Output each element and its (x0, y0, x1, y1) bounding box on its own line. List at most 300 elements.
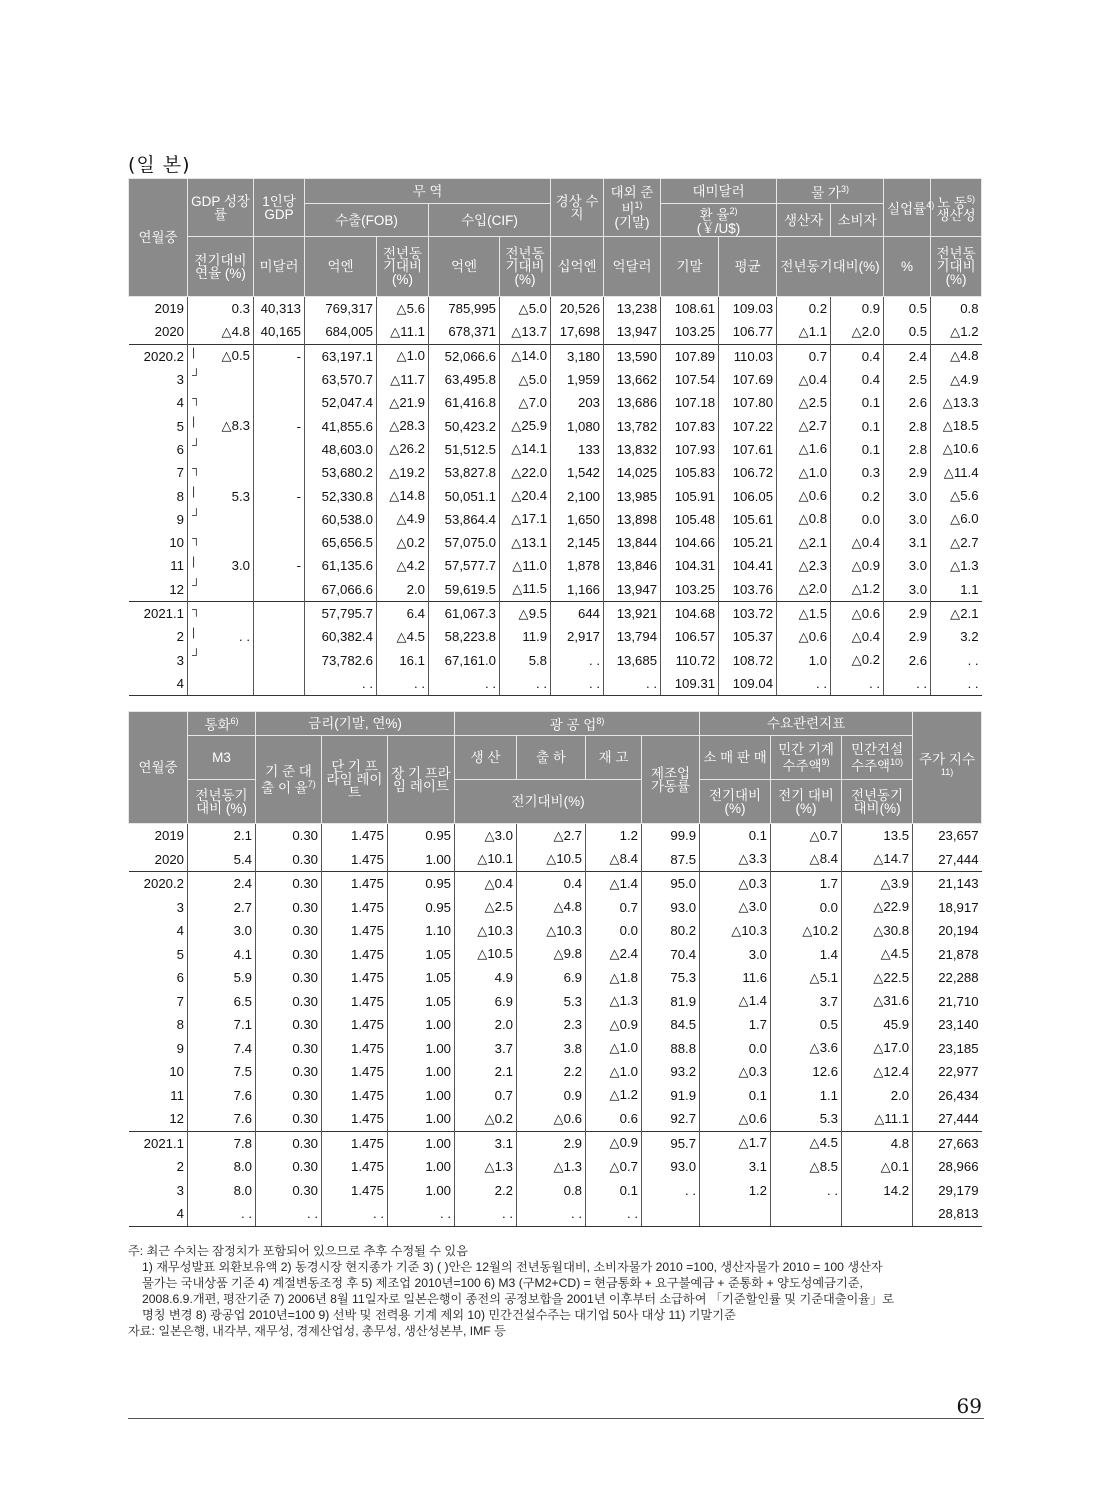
cell-fxa: 108.72 (719, 648, 777, 671)
cell-br: 0.30 (256, 966, 322, 990)
unit2-mining: 전기대비(%) (455, 780, 642, 824)
table-row (129, 919, 982, 943)
cell-img: △20.4 (500, 484, 551, 507)
cell-exg: △19.2 (377, 461, 429, 484)
cell-pp: △0.6 (777, 484, 831, 507)
cell-ex: 52,047.4 (305, 391, 377, 414)
cell-m3: 8.0 (188, 1155, 256, 1179)
table-row (129, 601, 982, 625)
cell-inv: △1.0 (586, 1037, 642, 1061)
header2-production: 생 산 (455, 736, 517, 780)
cell-mach: △5.1 (771, 966, 842, 990)
cell-stock: 26,434 (913, 1084, 982, 1108)
table-row (129, 1179, 982, 1203)
table-row (129, 824, 982, 848)
cell-lp: △1.2 (931, 320, 982, 344)
cell-sp: 1.475 (322, 824, 388, 848)
cell-cp: 0.3 (831, 461, 884, 484)
cell-sp: 1.475 (322, 966, 388, 990)
unit-labor: 전년동 기대비 (%) (931, 237, 982, 297)
unit-prices: 전년동기대비(%) (777, 237, 884, 297)
cell-ca: 17,698 (551, 320, 604, 344)
cell-value: 0.3 (231, 301, 250, 317)
cell-p: 2019 (154, 301, 184, 317)
cell-fxa: 107.69 (719, 368, 777, 391)
table-row (129, 943, 982, 967)
cell-stock: 21,878 (913, 943, 982, 967)
cell-cons: △30.8 (842, 919, 913, 943)
cell-ca: . . (551, 672, 604, 696)
cell-cons: △0.1 (842, 1155, 913, 1179)
cell-fxe: 103.25 (661, 578, 719, 602)
table-row (129, 391, 982, 414)
cell-p: 7 (176, 993, 184, 1009)
page-title: (일 본) (128, 154, 191, 176)
cell-res: . . (604, 672, 661, 696)
cell-exg: 2.0 (377, 578, 429, 602)
cell-ret: 3.0 (700, 943, 771, 967)
cell-un: 2.8 (884, 414, 931, 437)
header-fx: 대미달러 (661, 179, 777, 204)
cell-mach: △3.6 (771, 1037, 842, 1061)
table-row (129, 966, 982, 990)
cell-prod: △1.3 (455, 1155, 517, 1179)
cell-ret: △3.3 (700, 848, 771, 872)
header2-money (188, 712, 256, 736)
cell-sp: 1.475 (322, 1084, 388, 1108)
cell-p: 11 (170, 1087, 184, 1103)
cell-util: 93.0 (642, 1155, 700, 1179)
cell-inv: △1.0 (586, 1060, 642, 1084)
cell-p: 7 (176, 465, 184, 481)
cell-cp: △2.0 (831, 320, 884, 344)
cell-cp: 0.4 (831, 368, 884, 391)
cell-un: 2.8 (884, 438, 931, 461)
cell-inv: △1.2 (586, 1084, 642, 1108)
header2-base-rate (256, 736, 322, 824)
cell-p: 2021.1 (129, 1131, 188, 1155)
cell-img: △9.5 (500, 601, 551, 625)
cell-inv: △1.3 (586, 990, 642, 1014)
header-reserves-label: 대외 준비 (610, 185, 654, 217)
cell-res: 14,025 (604, 461, 661, 484)
unit-import-yoy: 전년동 기대비 (%) (500, 237, 551, 297)
cell-m3: 7.5 (188, 1060, 256, 1084)
header2-construction-label: 민간건설 수주액 (850, 741, 904, 774)
cell-gdppc: 40,165 (254, 320, 305, 344)
cell-pp: △1.0 (777, 461, 831, 484)
cell-ship: 6.9 (517, 966, 586, 990)
cell-prod: △10.1 (455, 848, 517, 872)
cell-ret: 11.6 (700, 966, 771, 990)
cell-fxe: 106.57 (661, 625, 719, 648)
cell-p: 11 (170, 558, 184, 574)
cell-un: 3.1 (884, 531, 931, 554)
cell-ex: 684,005 (305, 320, 377, 344)
cell-ship: △10.3 (517, 919, 586, 943)
cell-gdppc (254, 391, 305, 414)
cell-ret: 1.2 (700, 1179, 771, 1203)
cell-exg: △28.3 (377, 414, 429, 437)
cell-fxa: 105.37 (719, 625, 777, 648)
cell-m3: 2.7 (188, 896, 256, 920)
cell-cons: 4.8 (842, 1131, 913, 1155)
cell-gdppc (254, 672, 305, 696)
cell-res: 13,898 (604, 508, 661, 531)
cell-stock: 22,288 (913, 966, 982, 990)
cell-p: 2020.2 (129, 872, 188, 896)
header-gdp-per-capita: 1인당 GDP (254, 179, 305, 237)
header2-rates: 금리(기말, 연%) (256, 712, 455, 736)
header2-machinery (771, 736, 842, 780)
cell-pp: △2.3 (777, 554, 831, 577)
cell-br: 0.30 (256, 1084, 322, 1108)
cell-pp: . . (777, 672, 831, 696)
cell-ship: △0.6 (517, 1107, 586, 1131)
cell-mach: 5.3 (771, 1107, 842, 1131)
cell-lp: 1.00 (388, 1131, 455, 1155)
cell-p: 3 (176, 1182, 184, 1198)
cell-ca: 2,100 (551, 484, 604, 507)
cell-fxe: 107.18 (661, 391, 719, 414)
cell-gdppc: - (254, 484, 305, 507)
quarter-bracket: ┐ (192, 461, 201, 476)
cell-sp: 1.475 (322, 1037, 388, 1061)
table-row (129, 531, 982, 554)
cell-ship: △10.5 (517, 848, 586, 872)
cell-res: 13,947 (604, 320, 661, 344)
cell-cons: 14.2 (842, 1179, 913, 1203)
header-fx-unit: (￥/U$) (696, 220, 741, 236)
unit-usd: 미달러 (254, 237, 305, 297)
cell-stock: 23,185 (913, 1037, 982, 1061)
quarter-bracket: ┘ (192, 507, 201, 522)
cell-fxa: 106.05 (719, 484, 777, 507)
header2-machinery-label: 민간 기계 수주액 (778, 741, 834, 774)
cell-im: 53,827.8 (429, 461, 500, 484)
footnote-line: 물가는 국내상품 기준 4) 계절변동조정 후 5) 제조업 2010년=100 6) M3 (구M2+CD) = 현금통화 + 요구불예금 + 준통화 + 양도성예금기준, (142, 1276, 863, 1290)
header2-retail: 소 매 판 매 (700, 736, 771, 780)
cell-ret: △0.3 (700, 1060, 771, 1084)
cell-fxe: 104.68 (661, 601, 719, 625)
cell-cons: △12.4 (842, 1060, 913, 1084)
cell-stock: 27,444 (913, 1107, 982, 1131)
cell-value: △4.8 (221, 323, 250, 339)
cell-sp: 1.475 (322, 1107, 388, 1131)
cell-p: 2019 (154, 828, 184, 844)
cell-exg: △21.9 (377, 391, 429, 414)
cell-br: 0.30 (256, 943, 322, 967)
footnote-line: 1) 재무성발표 외환보유액 2) 동경시장 현지종가 기준 3) ( )안은 12월의 전년동월대비, 소비자물가 2010 =100, 생산자물가 2010 = 100 생산자 (142, 1260, 883, 1274)
cell-sp: 1.475 (322, 1013, 388, 1037)
cell-m3: . . (188, 1202, 256, 1226)
cell-exg: △14.8 (377, 484, 429, 507)
cell-util: 91.9 (642, 1084, 700, 1108)
cell-pp: △0.4 (777, 368, 831, 391)
cell-p: 5 (176, 418, 184, 434)
cell-stock: 21,710 (913, 990, 982, 1014)
table-row (129, 484, 982, 507)
cell-fxa: 103.72 (719, 601, 777, 625)
header2-m3: M3 (188, 736, 256, 780)
cell-im: 67,161.0 (429, 648, 500, 671)
cell-value: . . (239, 629, 250, 645)
quarter-bracket: ┐ (192, 601, 201, 616)
cell-ca: 1,878 (551, 554, 604, 577)
cell-fxa: 104.41 (719, 554, 777, 577)
unit-export-yoy: 전년동 기대비 (%) (377, 237, 429, 297)
cell-ret: 0.1 (700, 824, 771, 848)
cell-res: 13,921 (604, 601, 661, 625)
cell-gdppc: - (254, 554, 305, 577)
unit-fx-eop: 기말 (661, 237, 719, 297)
cell-ret: △1.4 (700, 990, 771, 1014)
header-prices-label: 물 가 (811, 185, 841, 201)
cell-pp: △2.7 (777, 414, 831, 437)
cell-p: 2020.2 (129, 344, 188, 368)
cell-cp: 0.1 (831, 438, 884, 461)
table-row (129, 990, 982, 1014)
cell-util: 80.2 (642, 919, 700, 943)
cell-im: 51,512.5 (429, 438, 500, 461)
header2-shipment: 출 하 (517, 736, 586, 780)
cell-exg: △5.6 (377, 297, 429, 321)
cell-ship: 0.8 (517, 1179, 586, 1203)
cell-lp: . . (388, 1202, 455, 1226)
cell-p: 8 (176, 488, 184, 504)
cell-fxe: 105.48 (661, 508, 719, 531)
cell-gdppc: - (254, 414, 305, 437)
unit-unemployment: % (884, 237, 931, 297)
cell-img: 5.8 (500, 648, 551, 671)
cell-gdp (188, 461, 254, 484)
footnote-line: 주: 최근 수치는 잠정치가 포함되어 있으므로 추후 수정될 수 있음 (128, 1244, 468, 1258)
header2-money-label: 통화 (204, 717, 231, 733)
cell-fxe: 105.83 (661, 461, 719, 484)
cell-p: 9 (176, 1040, 184, 1056)
cell-gdppc (254, 508, 305, 531)
cell-res: 13,794 (604, 625, 661, 648)
cell-pp: 0.7 (777, 344, 831, 368)
cell-cons: △11.1 (842, 1107, 913, 1131)
cell-exg: 16.1 (377, 648, 429, 671)
cell-lp: 1.00 (388, 1084, 455, 1108)
header-trade: 무 역 (305, 179, 551, 204)
cell-gdp (188, 344, 254, 368)
cell-cons: 45.9 (842, 1013, 913, 1037)
header-current-account: 경상 수지 (551, 179, 604, 237)
cell-p: 2020 (154, 851, 184, 867)
cell-p: 2020 (154, 324, 184, 340)
cell-gdppc (254, 625, 305, 648)
cell-prod: . . (455, 1202, 517, 1226)
cell-lp: 1.05 (388, 966, 455, 990)
cell-br: . . (256, 1202, 322, 1226)
cell-exg: △4.5 (377, 625, 429, 648)
table-row (129, 1202, 982, 1226)
cell-p: 9 (176, 511, 184, 527)
cell-gdp (188, 484, 254, 507)
cell-gdp (188, 508, 254, 531)
cell-gdp (188, 531, 254, 554)
cell-p: 3 (176, 652, 184, 668)
cell-mach: △8.4 (771, 848, 842, 872)
unit2-retail: 전기대비 (%) (700, 780, 771, 824)
header-fx-rate-label: 환 율 (699, 207, 730, 223)
cell-img: △5.0 (500, 297, 551, 321)
cell-img: △25.9 (500, 414, 551, 437)
cell-m3: 7.8 (188, 1131, 256, 1155)
unit-export-value: 억엔 (305, 237, 377, 297)
header2-construction-note: 10) (890, 756, 904, 767)
cell-p: 12 (169, 581, 184, 597)
cell-lp: △10.6 (931, 438, 982, 461)
cell-lp: △2.7 (931, 531, 982, 554)
cell-stock: 27,663 (913, 1131, 982, 1155)
header-prices-note: 3) (840, 183, 849, 194)
cell-sp: 1.475 (322, 1179, 388, 1203)
cell-res: 13,662 (604, 368, 661, 391)
cell-prod: △10.3 (455, 919, 517, 943)
cell-sp: 1.475 (322, 1155, 388, 1179)
cell-inv: △1.4 (586, 872, 642, 896)
cell-util: 99.9 (642, 824, 700, 848)
cell-ca: 3,180 (551, 344, 604, 368)
header-labor-productivity (931, 179, 982, 237)
cell-m3: 2.1 (188, 824, 256, 848)
cell-gdp (188, 648, 254, 671)
header2-stock-label: 주가 지수 (919, 751, 976, 767)
cell-cons: 2.0 (842, 1084, 913, 1108)
cell-prod: 0.7 (455, 1084, 517, 1108)
cell-gdp (188, 578, 254, 602)
cell-m3: 5.9 (188, 966, 256, 990)
cell-cp: 0.2 (831, 484, 884, 507)
cell-br: 0.30 (256, 1060, 322, 1084)
cell-pp: △1.5 (777, 601, 831, 625)
cell-fxa: 105.21 (719, 531, 777, 554)
cell-cp: △0.4 (831, 625, 884, 648)
header-unemployment-note: 4) (926, 200, 935, 211)
cell-br: 0.30 (256, 990, 322, 1014)
cell-im: 57,075.0 (429, 531, 500, 554)
cell-br: 0.30 (256, 848, 322, 872)
cell-fxa: 110.03 (719, 344, 777, 368)
cell-p: 12 (169, 1111, 184, 1127)
cell-fxe: 107.54 (661, 368, 719, 391)
cell-lp: △6.0 (931, 508, 982, 531)
cell-gdppc (254, 648, 305, 671)
cell-cons: △14.7 (842, 848, 913, 872)
quarter-bracket: ┐ (192, 391, 201, 406)
cell-cp: 0.9 (831, 297, 884, 321)
header2-base-rate-label: 기 준 대 출 이 율 (261, 763, 312, 796)
cell-im: 678,371 (429, 320, 500, 344)
cell-m3: 6.5 (188, 990, 256, 1014)
cell-mach: 3.7 (771, 990, 842, 1014)
cell-ship: 3.8 (517, 1037, 586, 1061)
cell-pp: △0.8 (777, 508, 831, 531)
cell-un: 2.9 (884, 601, 931, 625)
quarter-bracket: | (192, 484, 196, 499)
cell-ca: 2,145 (551, 531, 604, 554)
cell-ret: △10.3 (700, 919, 771, 943)
cell-res: 13,832 (604, 438, 661, 461)
cell-img: 11.9 (500, 625, 551, 648)
cell-p: 8 (176, 1017, 184, 1033)
cell-m3: 7.6 (188, 1107, 256, 1131)
cell-lp: 1.00 (388, 1107, 455, 1131)
cell-lp: 1.05 (388, 990, 455, 1014)
cell-m3: 4.1 (188, 943, 256, 967)
cell-gdp (188, 601, 254, 625)
cell-br: 0.30 (256, 1037, 322, 1061)
cell-stock: 23,657 (913, 824, 982, 848)
cell-lp: 0.95 (388, 872, 455, 896)
cell-res: 13,846 (604, 554, 661, 577)
cell-lp: 1.00 (388, 1060, 455, 1084)
cell-lp: △1.3 (931, 554, 982, 577)
cell-inv: . . (586, 1202, 642, 1226)
cell-prod: 2.0 (455, 1013, 517, 1037)
table-row (129, 438, 982, 461)
cell-lp: 1.00 (388, 1037, 455, 1061)
cell-prod: △0.2 (455, 1107, 517, 1131)
japan-indicators-table-1 (128, 178, 982, 696)
cell-fxe: 107.89 (661, 344, 719, 368)
cell-ex: 63,197.1 (305, 344, 377, 368)
cell-fxe: 109.31 (661, 672, 719, 696)
cell-ship: 0.4 (517, 872, 586, 896)
cell-cp: 0.1 (831, 414, 884, 437)
cell-cp: . . (831, 672, 884, 696)
cell-im: . . (429, 672, 500, 696)
cell-fxe: 110.72 (661, 648, 719, 671)
cell-lp: 1.05 (388, 943, 455, 967)
quarter-bracket: | (192, 414, 196, 429)
cell-prod: 2.1 (455, 1060, 517, 1084)
cell-mach: 1.1 (771, 1084, 842, 1108)
header2-machinery-note: 9) (821, 756, 830, 767)
cell-lp: △5.6 (931, 484, 982, 507)
cell-im: 50,051.1 (429, 484, 500, 507)
cell-prod: △0.4 (455, 872, 517, 896)
cell-mach: 1.7 (771, 872, 842, 896)
cell-ca: 1,959 (551, 368, 604, 391)
cell-gdp (188, 297, 254, 321)
cell-inv: △0.7 (586, 1155, 642, 1179)
cell-exg: △0.2 (377, 531, 429, 554)
cell-fxe: 103.25 (661, 320, 719, 344)
cell-m3: 7.1 (188, 1013, 256, 1037)
cell-lp: 0.95 (388, 824, 455, 848)
cell-exg: . . (377, 672, 429, 696)
cell-p: 4 (176, 923, 184, 939)
cell-br: 0.30 (256, 1013, 322, 1037)
cell-ship: 2.3 (517, 1013, 586, 1037)
table-row (129, 648, 982, 671)
cell-im: 63,495.8 (429, 368, 500, 391)
cell-pp: △2.0 (777, 578, 831, 602)
cell-value: 5.3 (231, 488, 250, 504)
cell-inv: △0.9 (586, 1013, 642, 1037)
cell-cp: △0.4 (831, 531, 884, 554)
cell-ret: 1.7 (700, 1013, 771, 1037)
cell-lp: 1.00 (388, 1179, 455, 1203)
cell-un: 2.6 (884, 648, 931, 671)
cell-ex: 57,795.7 (305, 601, 377, 625)
cell-gdppc (254, 601, 305, 625)
